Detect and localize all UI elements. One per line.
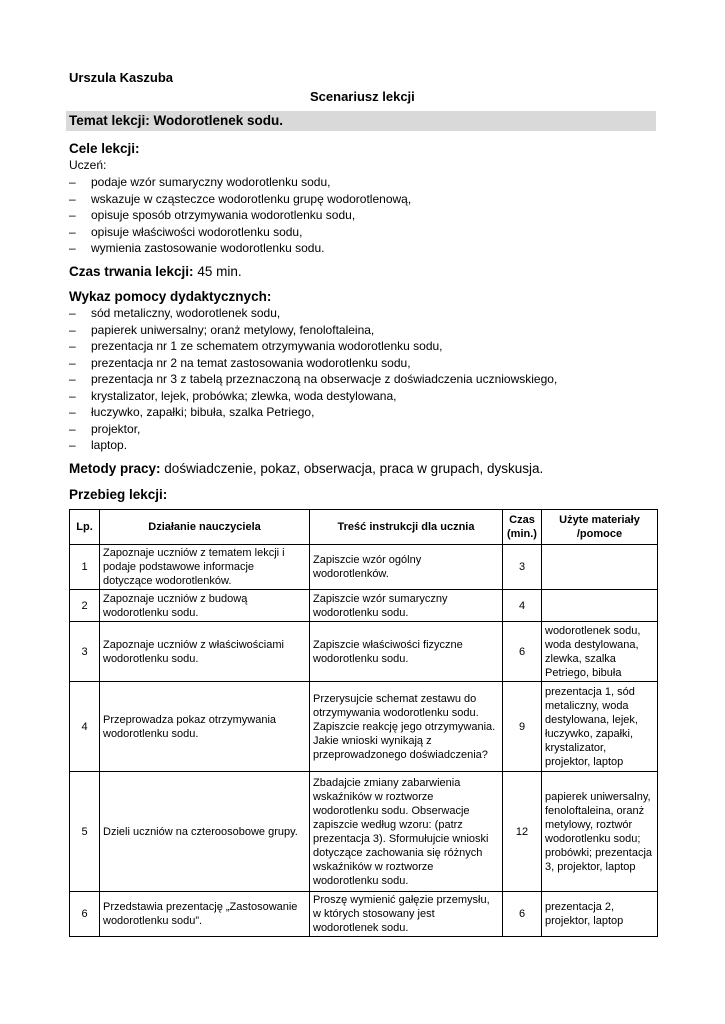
lesson-plan-table xyxy=(69,509,658,937)
aids-list xyxy=(69,305,557,454)
cell-student: Zbadajcie zmiany zabarwienia wskaźników w roztworze wodorotlenku sodu. Obserwacje zapiszcie według wzoru: (patrz prezentacja 3). Sformułujcie wnioski dotyczące zachowania się różnych wskaźników w roztworze wodorotlenku sodu. xyxy=(310,772,503,892)
cell-time: 4 xyxy=(503,590,542,622)
header-student: Treść instrukcji dla ucznia xyxy=(310,510,503,545)
cell-time: 12 xyxy=(503,772,542,892)
list-item: – łuczywko, zapałki; bibuła, szalka Petriego, xyxy=(69,405,315,419)
list-item: – prezentacja nr 2 na temat zastosowania wodorotlenku sodu, xyxy=(69,355,411,370)
dash-bullet: – xyxy=(69,322,76,337)
cell-materials: wodorotlenek sodu, woda destylowana, zlewka, szalka Petriego, bibuła xyxy=(542,622,658,682)
list-item: – krystalizator, lejek, probówka; zlewka, woda destylowana, xyxy=(69,388,397,403)
list-item: – opisuje właściwości wodorotlenku sodu, xyxy=(69,224,303,239)
cell-teacher: Dzieli uczniów na czteroosobowe grupy. xyxy=(100,772,310,892)
dash-bullet: – xyxy=(69,388,76,403)
dash-bullet: – xyxy=(69,438,76,452)
dash-bullet: – xyxy=(69,405,76,419)
dash-bullet: – xyxy=(69,421,76,436)
list-item: – wskazuje w cząsteczce wodorotlenku grupę wodorotlenową, xyxy=(69,191,412,206)
cell-time: 9 xyxy=(503,682,542,772)
course-heading: Przebieg lekcji: xyxy=(69,487,168,502)
dash-bullet: – xyxy=(69,355,76,370)
dash-bullet: – xyxy=(69,372,76,386)
table-row xyxy=(70,590,658,622)
author-name: Urszula Kaszuba xyxy=(69,70,174,85)
cell-lp: 1 xyxy=(70,545,100,590)
list-item: – prezentacja nr 1 ze schematem otrzymywania wodorotlenku sodu, xyxy=(69,339,443,353)
list-item: – papierek uniwersalny; oranż metylowy, fenoloftaleina, xyxy=(69,322,375,337)
header-lp: Lp. xyxy=(70,510,100,545)
list-item: – prezentacja nr 3 z tabelą przeznaczoną na obserwacje z doświadczenia uczniowskiego, xyxy=(69,372,558,386)
dash-bullet: – xyxy=(69,241,76,255)
goals-heading: Cele lekcji: xyxy=(69,141,140,156)
list-item: – wymienia zastosowanie wodorotlenku sodu. xyxy=(69,241,325,255)
table-row xyxy=(70,622,658,682)
table-row xyxy=(70,682,658,772)
list-item: – laptop. xyxy=(69,438,128,452)
cell-time: 3 xyxy=(503,545,542,590)
cell-materials: papierek uniwersalny, fenoloftaleina, oranż metylowy, roztwór wodorotlenku sodu; probówki; prezentacja 3, projektor, laptop xyxy=(542,772,658,892)
cell-materials: prezentacja 2, projektor, laptop xyxy=(542,892,658,937)
cell-materials: prezentacja 1, sód metaliczny, woda destylowana, lejek, łuczywko, zapałki, krystalizator, projektor, laptop xyxy=(542,682,658,772)
methods-label: Metody pracy: xyxy=(69,461,161,476)
cell-student: Zapiszcie wzór sumaryczny wodorotlenku sodu. xyxy=(310,590,503,622)
duration-value: 45 min. xyxy=(197,264,242,279)
list-item: – sód metaliczny, wodorotlenek sodu, xyxy=(69,306,281,320)
cell-teacher: Zapoznaje uczniów z budową wodorotlenku sodu. xyxy=(100,590,310,622)
cell-student: Proszę wymienić gałęzie przemysłu, w których stosowany jest wodorotlenek sodu. xyxy=(310,892,503,937)
cell-lp: 2 xyxy=(70,590,100,622)
methods-value: doświadczenie, pokaz, obserwacja, praca w grupach, dyskusja. xyxy=(164,461,544,476)
cell-materials xyxy=(542,545,658,590)
cell-teacher: Zapoznaje uczniów z tematem lekcji i podaje podstawowe informacje dotyczące wodorotlenków. xyxy=(100,545,310,590)
dash-bullet: – xyxy=(69,208,76,222)
cell-materials xyxy=(542,590,658,622)
table-row xyxy=(70,772,658,892)
list-item: – podaje wzór sumaryczny wodorotlenku sodu, xyxy=(69,175,331,189)
dash-bullet: – xyxy=(69,339,76,353)
cell-teacher: Przedstawia prezentację „Zastosowanie wodorotlenku sodu”. xyxy=(100,892,310,937)
dash-bullet: – xyxy=(69,191,76,206)
list-item: – projektor, xyxy=(69,421,141,436)
duration-label: Czas trwania lekcji: xyxy=(69,264,194,279)
header-teacher: Działanie nauczyciela xyxy=(100,510,310,545)
document-title: Scenariusz lekcji xyxy=(310,89,415,104)
table-header-row xyxy=(70,510,658,545)
aids-heading: Wykaz pomocy dydaktycznych: xyxy=(69,289,272,304)
header-materials: Użyte materiały /pomoce xyxy=(542,510,658,545)
header-time: Czas (min.) xyxy=(503,510,542,545)
cell-teacher: Przeprowadza pokaz otrzymywania wodorotlenku sodu. xyxy=(100,682,310,772)
methods-line xyxy=(69,461,543,476)
goals-intro: Uczeń: xyxy=(69,158,107,172)
cell-teacher: Zapoznaje uczniów z właściwościami wodorotlenku sodu. xyxy=(100,622,310,682)
list-item: – opisuje sposób otrzymywania wodorotlenku sodu, xyxy=(69,208,356,222)
cell-student: Przerysujcie schemat zestawu do otrzymywania wodorotlenku sodu. Zapiszcie reakcję jego otrzymywania. Jakie wnioski wynikają z przeprowadzonego doświadczenia? xyxy=(310,682,503,772)
cell-lp: 5 xyxy=(70,772,100,892)
cell-student: Zapiszcie wzór ogólny wodorotlenków. xyxy=(310,545,503,590)
cell-lp: 6 xyxy=(70,892,100,937)
cell-time: 6 xyxy=(503,892,542,937)
duration-line xyxy=(69,264,242,279)
dash-bullet: – xyxy=(69,175,76,189)
lesson-topic: Temat lekcji: Wodorotlenek sodu. xyxy=(69,113,284,128)
dash-bullet: – xyxy=(69,306,76,320)
table-row xyxy=(70,545,658,590)
cell-lp: 3 xyxy=(70,622,100,682)
cell-lp: 4 xyxy=(70,682,100,772)
cell-student: Zapiszcie właściwości fizyczne wodorotlenku sodu. xyxy=(310,622,503,682)
dash-bullet: – xyxy=(69,224,76,239)
goals-list xyxy=(69,174,411,257)
table-row xyxy=(70,892,658,937)
cell-time: 6 xyxy=(503,622,542,682)
